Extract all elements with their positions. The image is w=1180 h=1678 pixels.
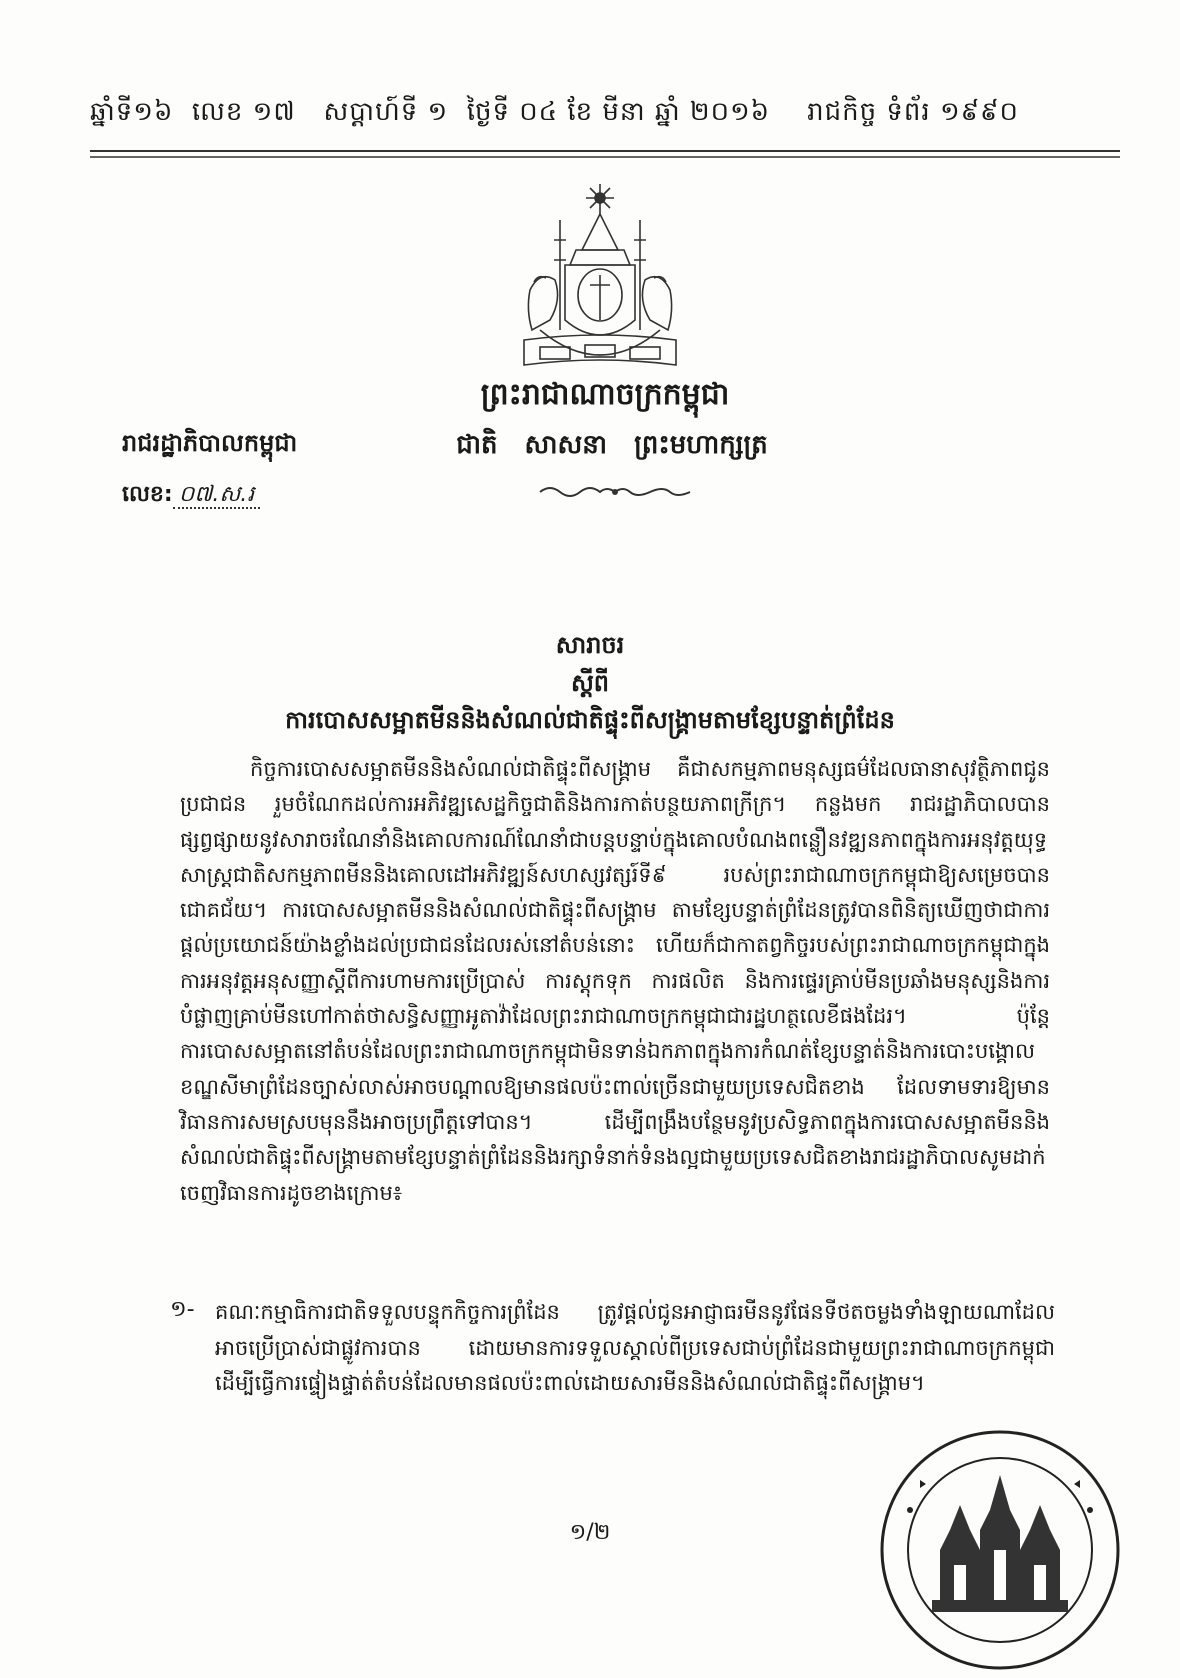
page-number: ១/២: [569, 1520, 611, 1545]
header-week: សប្ដាហ៍ទី ១: [323, 97, 449, 127]
reference-value: ០៧.ស.រ: [173, 482, 261, 509]
list-item-text: គណៈកម្មាធិការជាតិទទួលបន្ទុកកិច្ចការព្រំដែន ត្រូវផ្ដល់ជូនអាជ្ញាធរមីននូវផែនទីថតចម្លងទាំងឡាយណាដែលអាចប្រើប្រាស់ជាផ្លូវការបាន ដោយមានការទទួលស្គាល់ពីប្រទេសជាប់ព្រំដែនជាមួយព្រះរាជាណាចក្រកម្ពុជា ដើម្បីធ្វើការផ្ទៀងផ្ទាត់តំបន់ដែលមានផលប៉ះពាល់ដោយសារមីននិងសំណល់ជាតិផ្ទុះពីសង្គ្រាម។: [215, 1300, 1055, 1395]
government-name: រាជរដ្ឋាភិបាលកម្ពុជា: [122, 429, 298, 457]
header-rule: [90, 150, 1120, 152]
reference-label: លេខ:: [122, 482, 173, 507]
header-date: ថ្ងៃទី ០៤ ខែ មីនា ឆ្នាំ ២០១៦: [466, 97, 771, 127]
document-type: សារាចរ: [555, 631, 625, 659]
document-subject: ការបោសសម្អាតមីននិងសំណល់ជាតិផ្ទុះពីសង្គ្រាមតាមខ្សែបន្ទាត់ព្រំដែន: [285, 706, 895, 734]
document-about: ស្ដីពី: [570, 669, 610, 697]
national-motto: ជាតិ សាសនា ព្រះមហាក្សត្រ: [456, 430, 768, 460]
header-issue: លេខ ១៧: [191, 97, 296, 127]
list-item-number: ១-: [170, 1297, 195, 1322]
kingdom-title: ព្រះរាជាណាចក្រកម្ពុជា: [480, 377, 730, 412]
header-page-ref: រាជកិច្ច ទំព័រ ១៩៩០: [807, 97, 1019, 127]
header-year: ឆ្នាំទី១៦: [90, 97, 174, 127]
royal-coat-of-arms-icon: [520, 180, 680, 385]
gazette-header: [90, 95, 1120, 133]
reference-number: [122, 480, 260, 512]
ornamental-divider-icon: [535, 484, 695, 500]
header-rule-secondary: [90, 156, 1120, 158]
official-seal-stamp-icon: [850, 1400, 1120, 1678]
body-paragraph: កិច្ចការបោសសម្អាតមីននិងសំណល់ជាតិផ្ទុះពីសង្គ្រាម គឺជាសកម្មភាពមនុស្សធម៌ដែលធានាសុវត្ថិភាពជូនប្រជាជន រួមចំណែកដល់ការអភិវឌ្ឍសេដ្ឋកិច្ចជាតិនិងការកាត់បន្ថយភាពក្រីក្រ។ កន្លងមក រាជរដ្ឋាភិបាលបានផ្សព្វផ្សាយនូវសារាចរណែនាំនិងគោលការណ៍ណែនាំជាបន្តបន្ទាប់ក្នុងគោលបំណងពន្លឿនវឌ្ឍនភាពក្នុងការអនុវត្តយុទ្ធសាស្ត្រជាតិសកម្មភាពមីននិងគោលដៅអភិវឌ្ឍន៍សហស្សវត្សរ៍ទី៩ របស់ព្រះរាជាណាចក្រកម្ពុជាឱ្យសម្រេចបានជោគជ័យ។ ការបោសសម្អាតមីននិងសំណល់ជាតិផ្ទុះពីសង្គ្រាម តាមខ្សែបន្ទាត់ព្រំដែនត្រូវបានពិនិត្យឃើញថាជាការផ្ដល់ប្រយោជន៍យ៉ាងខ្លាំងដល់ប្រជាជនដែលរស់នៅតំបន់នោះ ហើយក៏ជាកាតព្វកិច្ចរបស់ព្រះរាជាណាចក្រកម្ពុជាក្នុងការអនុវត្តអនុសញ្ញាស្ដីពីការហាមការប្រើប្រាស់ ការស្តុកទុក ការផលិត និងការផ្ទេរគ្រាប់មីនប្រឆាំងមនុស្សនិងការបំផ្លាញគ្រាប់មីនហៅកាត់ថាសន្ធិសញ្ញាអូតាវ៉ាដែលព្រះរាជាណាចក្រកម្ពុជាជារដ្ឋហត្ថលេខីផងដែរ។ ប៉ុន្តែការបោសសម្អាតនៅតំបន់ដែលព្រះរាជាណាចក្រកម្ពុជាមិនទាន់ឯកភាពក្នុងការកំណត់ខ្សែបន្ទាត់និងការបោះបង្គោលខណ្ឌសីមាព្រំដែនច្បាស់លាស់អាចបណ្ដាលឱ្យមានផលប៉ះពាល់ច្រើនជាមួយប្រទេសជិតខាង ដែលទាមទារឱ្យមានវិធានការសមស្របមុននឹងអាចប្រព្រឹត្តទៅបាន។ ដើម្បីពង្រឹងបន្ថែមនូវប្រសិទ្ធភាពក្នុងការបោសសម្អាតមីននិងសំណល់ជាតិផ្ទុះពីសង្គ្រាមតាមខ្សែបន្ទាត់ព្រំដែននិងរក្សាទំនាក់ទំនងល្អជាមួយប្រទេសជិតខាងរាជរដ្ឋាភិបាលសូមដាក់ចេញវិធានការដូចខាងក្រោម៖: [180, 757, 1050, 1205]
